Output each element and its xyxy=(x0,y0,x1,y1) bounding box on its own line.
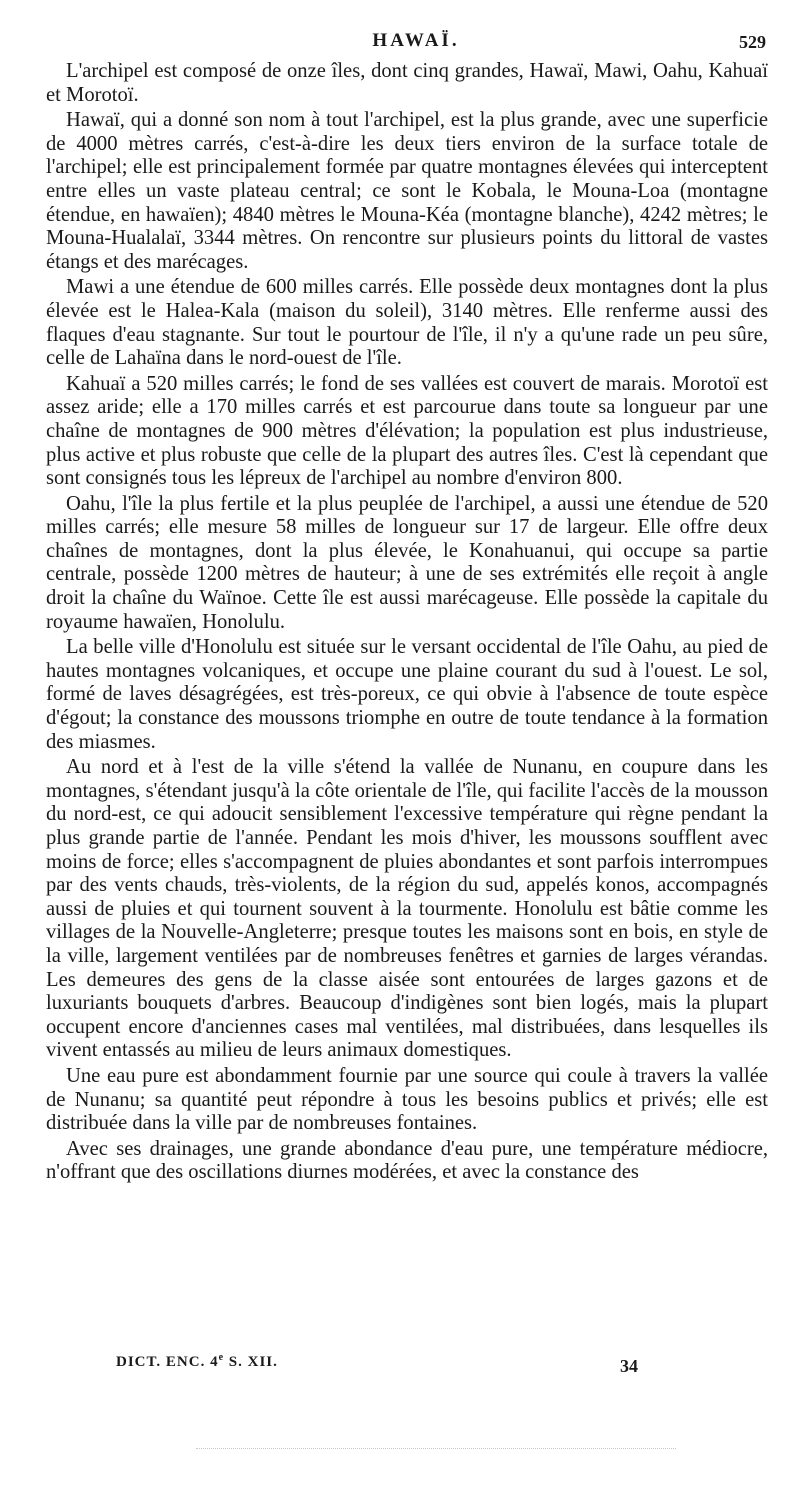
paragraph-eau-pure: Une eau pure est abondamment fournie par une source qui coule à travers la vallée de Nunanu; sa quantité peut répondre à tous les besoins publics et privés; elle est distribuée dans la ville par de nombreuses fontaines. xyxy=(46,1064,768,1135)
paragraph-drainages: Avec ses drainages, une grande abondance d'eau pure, une température médiocre, n'offrant que des oscillations diurnes modérées, et avec la constance des xyxy=(46,1137,768,1184)
paragraph-oahu: Oahu, l'île la plus fertile et la plus peuplée de l'archipel, a aussi une étendue de 520 milles carrés; elle mesure 58 milles de longueur sur 17 de largeur. Elle offre deux chaînes de montagnes, dont la plus élevée, le Konahuanui, qui occupe sa partie centrale, possède 1200 mètres de hauteur; à une de ses extrémités elle reçoit à angle droit la chaîne du Waïnoe. Cette île est aussi marécageuse. Elle possède la capitale du royaume hawaïen, Honolulu. xyxy=(46,492,768,633)
body-text xyxy=(46,60,768,1187)
page-number: 529 xyxy=(739,32,766,52)
signature-superscript: e xyxy=(218,1352,225,1363)
printer-signature xyxy=(116,1352,278,1371)
paragraph-mawi: Mawi a une étendue de 600 milles carrés. Elle possède deux montagnes dont la plus élevée est le Halea-Kala (maison du soleil), 3140 mètres. Elle renferme aussi des flaques d'eau stagnante. Sur tout le pourtour de l'île, il n'y a qu'une rade un peu sûre, celle de Lahaïna dans le nord-ouest de l'île. xyxy=(46,276,768,370)
scan-artifact-divider xyxy=(196,1448,676,1453)
sheet-number: 34 xyxy=(620,1356,638,1376)
paragraph-honolulu: La belle ville d'Honolulu est située sur le versant occidental de l'île Oahu, au pied de hautes montagnes volcaniques, et occupe une plaine courant du sud à l'ouest. Le sol, formé de laves désagrégées, est très-poreux, ce qui obvie à l'absence de toute espèce d'égout; la constance des moussons triomphe en outre de toute tendance à la formation des miasmes. xyxy=(46,636,768,753)
running-head xyxy=(66,30,766,54)
page-footer xyxy=(116,1352,766,1382)
paragraph-kahuai-morotoi: Kahuaï a 520 milles carrés; le fond de ses vallées est couvert de marais. Morotoï est assez aride; elle a 170 milles carrés et est parcourue dans toute sa longueur par une chaîne de montagnes de 900 mètres d'élévation; la population est plus industrieuse, plus active et plus robuste que celle de la plupart des autres îles. C'est là cependant que sont consignés tous les lépreux de l'archipel au nombre d'environ 800. xyxy=(46,372,768,490)
signature-prefix: DICT. ENC. 4 xyxy=(116,1354,219,1370)
paragraph-hawai: Hawaï, qui a donné son nom à tout l'archipel, est la plus grande, avec une superficie de 4000 mètres carrés, c'est-à-dire les deux tiers environ de la surface totale de l'archipel; elle est principalement formée par quatre montagnes élevées qui interceptent entre elles un vaste plateau central; ce sont le Kobala, le Mouna-Loa (montagne étendue, en hawaïen); 4840 mètres le Mouna-Kéa (montagne blanche), 4242 mètres; le Mouna-Hualalaï, 3344 mètres. On rencontre sur plusieurs points du littoral de vastes étangs et des marécages. xyxy=(46,109,768,273)
signature-suffix: S. XII. xyxy=(224,1354,278,1370)
paragraph-nunanu: Au nord et à l'est de la ville s'étend la vallée de Nunanu, en coupure dans les montagnes, s'étendant jusqu'à la côte orientale de l'île, qui facilite l'accès de la mousson du nord-est, ce qui adoucit sensiblement l'excessive température qui règne pendant la plus grande partie de l'année. Pendant les mois d'hiver, les moussons soufflent avec moins de force; elles s'accompagnent de pluies abondantes et sont parfois interrompues par des vents chauds, très-violents, de la région du sud, appelés konos, accompagnés aussi de pluies et qui tournent souvent à la tourmente. Honolulu est bâtie comme les villages de la Nouvelle-Angleterre; presque toutes les maisons sont en bois, en style de la ville, largement ventilées par de nombreuses fenêtres et garnies de larges vérandas. Les demeures des gens de la classe aisée sont entourées de larges gazons et de luxuriants bouquets d'arbres. Beaucoup d'indigènes sont bien logés, mais la plupart occupent encore d'anciennes cases mal ventilées, mal distribuées, dans lesquelles ils vivent entassés au milieu de leurs animaux domestiques. xyxy=(46,756,768,1062)
paragraph-archipel: L'archipel est composé de onze îles, dont cinq grandes, Hawaï, Mawi, Oahu, Kahuaï et Morotoï. xyxy=(46,60,768,106)
running-title: HAWAÏ. xyxy=(372,30,460,51)
